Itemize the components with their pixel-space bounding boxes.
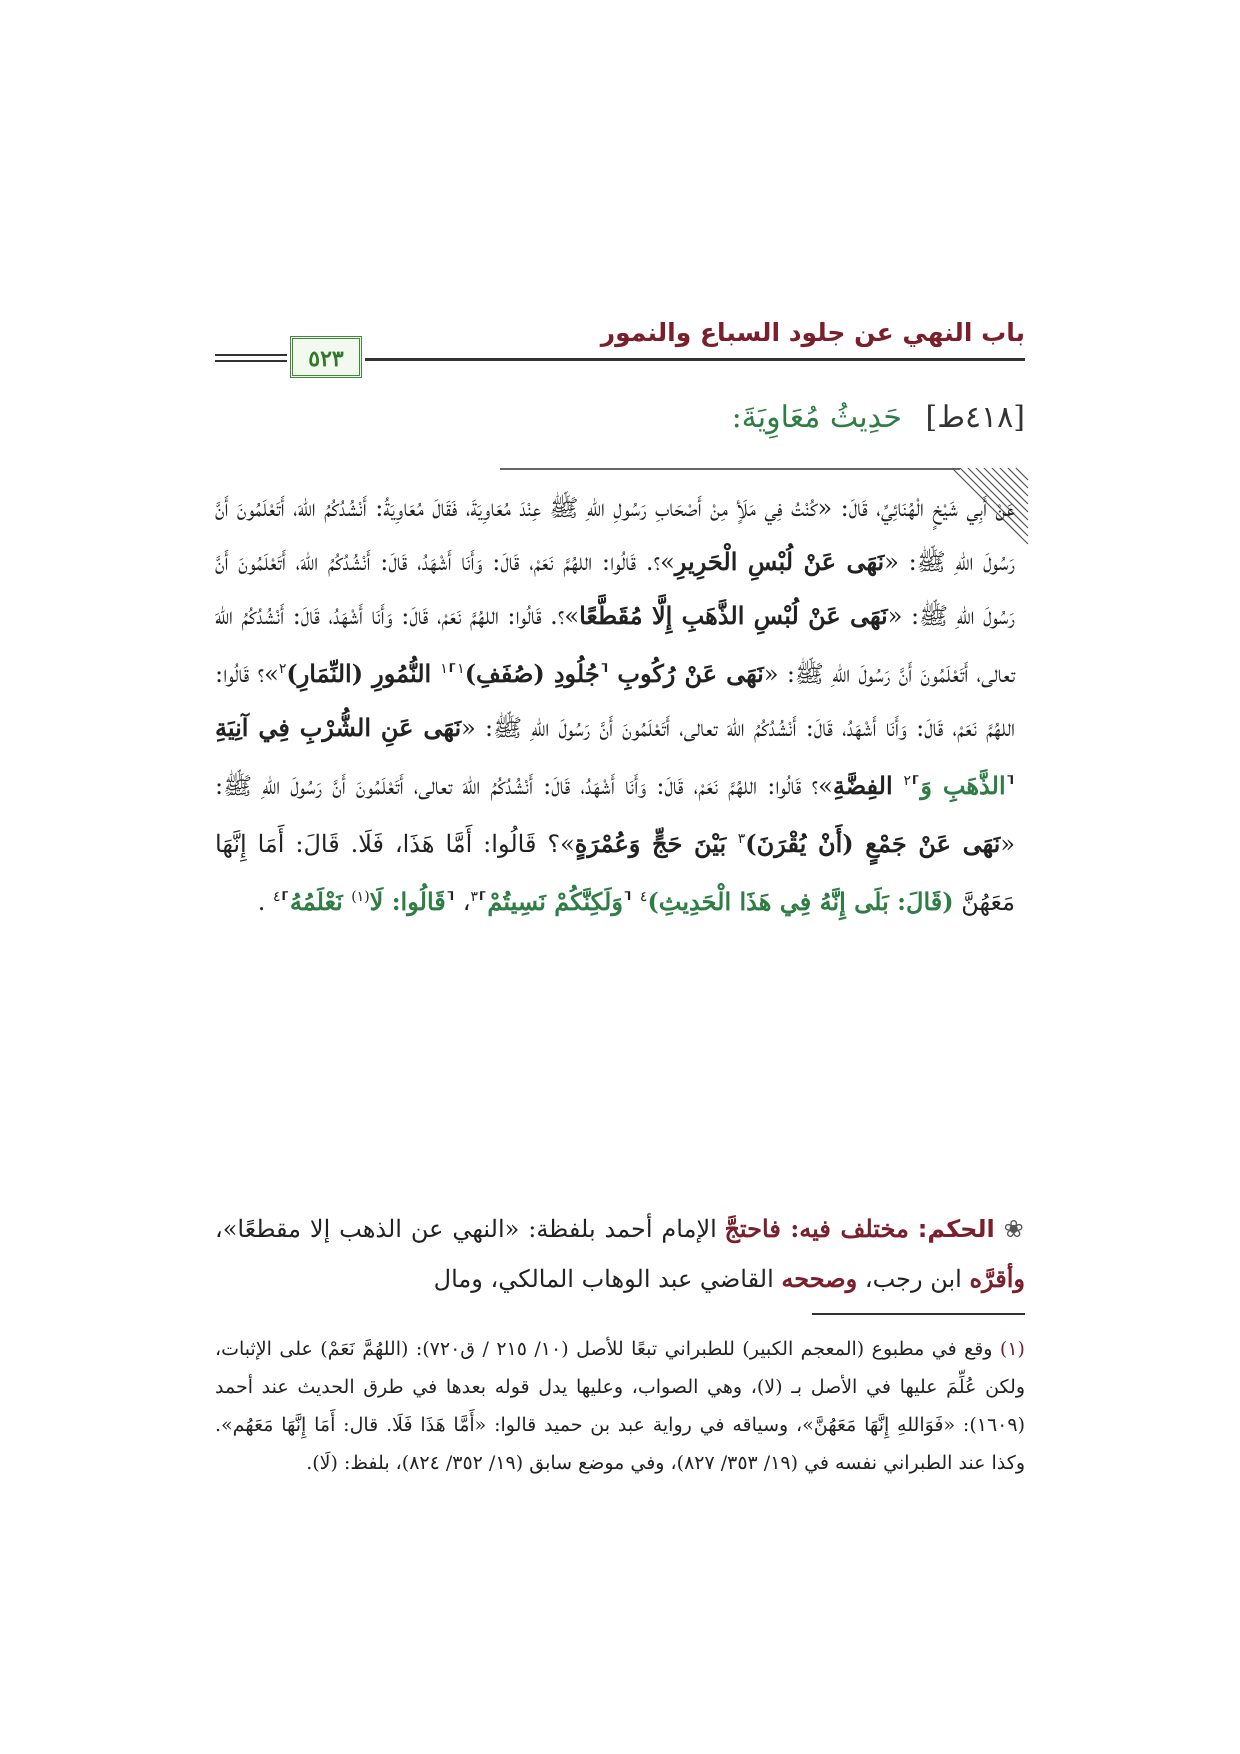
- footnotes: [215, 1330, 1025, 1482]
- hadith-number: [٤١٨ط]: [925, 400, 1025, 435]
- hadith-text: [215, 482, 1015, 929]
- text-segment: ٣: [470, 889, 479, 905]
- text-segment: [909, 1215, 918, 1243]
- text-segment: .: [257, 888, 273, 916]
- text-segment: نَهَى عَنْ جَمْعٍ (أَنْ يُقْرَنَ): [745, 829, 1001, 858]
- text-segment: الذَّهَبِ وَ: [920, 771, 1006, 800]
- text-segment: نَهَى عَنْ رُكُوبِ: [617, 659, 764, 688]
- text-segment: ، ⸢: [445, 888, 471, 916]
- text-segment: الفِضَّةِ: [832, 771, 904, 800]
- text-segment: ⸣: [447, 660, 458, 688]
- text-segment: الإمام أحمد بلفظة: «النهي عن الذهب إلا مقطعًا»،: [215, 1215, 725, 1243]
- text-segment: نَهَى عَنْ لُبْسِ الْحَرِيرِ: [674, 547, 885, 576]
- text-segment: بَيْنَ حَجٍّ وَعُمْرَةٍ: [574, 829, 738, 858]
- rosette-icon: ❀: [994, 1215, 1025, 1243]
- text-segment: ابن رجب،: [857, 1265, 970, 1293]
- hadith-top-rule: [500, 468, 960, 470]
- text-segment: »؟. قَالُوا: اللهُمَّ نَعَمْ، قَالَ: وَأَنَا أَشْهَدُ، قَالَ: أَنْشُدُكُمُ اللهَ تعالى، أَتَعْلَمُونَ أَنَّ رَسُولَ اللهِ ﷺ: «: [215, 602, 1016, 688]
- hadith-heading: [732, 400, 1025, 435]
- text-segment: ٢: [903, 773, 912, 789]
- text-segment: وَلَكِنَّكُمْ نَسِيتُمْ: [487, 887, 623, 916]
- text-segment: ⸣: [280, 888, 290, 916]
- text-segment: نَهَى عَنِ الشُّرْبِ فِي آنِيَةِ: [215, 713, 462, 742]
- text-segment: القاضي عبد الوهاب المالكي، ومال: [433, 1265, 782, 1293]
- text-segment: وصححه: [781, 1264, 858, 1293]
- text-segment: ١: [457, 661, 465, 677]
- text-segment: »؟. قَالُوا: اللهُمَّ نَعَمْ، قَالَ: وَأَنَا أَشْهَدُ، قَالَ: أَنْشُدُكُمُ اللهَ، أَتَعْلَمُونَ أَنَّ رَسُولَ اللهِ ﷺ: «: [215, 548, 1015, 630]
- text-segment: النُّمُورِ (النِّمَارِ): [286, 659, 441, 688]
- text-segment: مختلف فيه: فاحتجَّ: [724, 1214, 909, 1243]
- header-rule-left-top: [215, 354, 287, 356]
- text-segment: جُلُودِ (صُفَفِ): [464, 659, 600, 688]
- text-segment: وأقرَّه: [969, 1264, 1025, 1293]
- text-segment: ١: [440, 661, 448, 677]
- chapter-title: باب النهي عن جلود السباع والنمور: [600, 318, 1025, 347]
- text-segment: ٣: [737, 831, 746, 847]
- text-segment: ⸢: [622, 888, 640, 916]
- footnote-separator: [812, 1313, 1025, 1315]
- ruling-paragraph: [215, 1204, 1025, 1304]
- text-segment: »؟ قَالُوا: اللهُمَّ نَعَمْ، قَالَ: وَأَنَا أَشْهَدُ، قَالَ: أَنْشُدُكُمُ اللهَ تعالى، أَتَعْلَمُونَ أَنَّ رَسُولَ اللهِ ﷺ: «: [215, 772, 1015, 858]
- text-segment: نَعْلَمُهُ: [289, 887, 352, 916]
- page-number-badge: ٥٢٣: [290, 336, 362, 378]
- header-rule: [365, 358, 1025, 361]
- ruling-text: [215, 1215, 1025, 1293]
- ruling-label: الحكم:: [917, 1215, 995, 1243]
- text-segment: قَالُوا: لَا: [369, 887, 446, 916]
- text-segment: ٤: [639, 889, 648, 905]
- header-rule-left-bottom: [215, 360, 287, 362]
- page-header: [215, 318, 1025, 372]
- text-segment: عَنْ أَبِي شَيْخٍ الْهُنَائِيِّ، قَالَ: «كُنْتُ فِي مَلَأٍ مِنْ أَصْحَابِ رَسُولِ اللهِ ﷺ عِنْدَ مُعَاوِيَةَ، فَقَالَ مُعَاوِيَةُ: أَنْشُدُكُمُ اللهَ، أَتَعْلَمُونَ أَنَّ رَسُولَ اللهِ ﷺ: «: [215, 494, 1015, 576]
- text-segment: ٤: [272, 889, 281, 905]
- text-segment: ⸢: [1005, 772, 1016, 800]
- text-segment: ⸣: [478, 888, 488, 916]
- text-segment: (قَالَ: بَلَى إِنَّهُ فِي هَذَا الْحَدِيثِ): [647, 887, 954, 916]
- text-segment: نَهَى عَنْ لُبْسِ الذَّهَبِ إِلَّا مُقَطَّعًا: [579, 601, 888, 630]
- hadith-title: حَدِيثُ مُعَاوِيَةَ:: [731, 400, 902, 435]
- text-segment: ⸢: [599, 660, 618, 688]
- text-segment: (١): [351, 889, 370, 905]
- text-segment: ٢: [278, 661, 287, 677]
- footnote-number: (١): [999, 1338, 1025, 1360]
- text-segment: ⸣: [911, 772, 921, 800]
- text-segment: »؟ قَالُوا: اللهُمَّ نَعَمْ، قَالَ: وَأَنَا أَشْهَدُ، قَالَ: أَنْشُدُكُمُ اللهَ تعالى، أَتَعْلَمُونَ أَنَّ رَسُولَ اللهِ ﷺ: «: [215, 660, 1015, 742]
- footnote-text: وقع في مطبوع (المعجم الكبير) للطبراني تبعًا للأصل (١٠/ ٢١٥ / ق٧٢٠): (اللهُمَّ نَعَمْ) على الإثبات، ولكن عُلِّمَ عليها في الأصل بـ (لا)، وهي الصواب، وعليها يدل قوله بعدها في طرق الحديث عند أحمد (١٦٠٩): «فَوَاللهِ إِنَّهَا مَعَهُنَّ»، وسياقه في رواية عبد بن حميد قالوا: «أَمَّا هَذَا فَلَا. قال: أَمَا إِنَّهَا مَعَهُم». وكذا عند الطبراني نفسه في (١٩/ ٣٥٣/ ٨٢٧)، وفي موضع سابق (١٩/ ٣٥٢/ ٨٢٤)، بلفظ: (لَا).: [215, 1338, 1025, 1474]
- text-segment: »؟ قَالُوا: أَمَّا هَذَا، فَلَا. قَالَ: أَمَا إِنَّهَا مَعَهُنَّ: [215, 830, 1015, 916]
